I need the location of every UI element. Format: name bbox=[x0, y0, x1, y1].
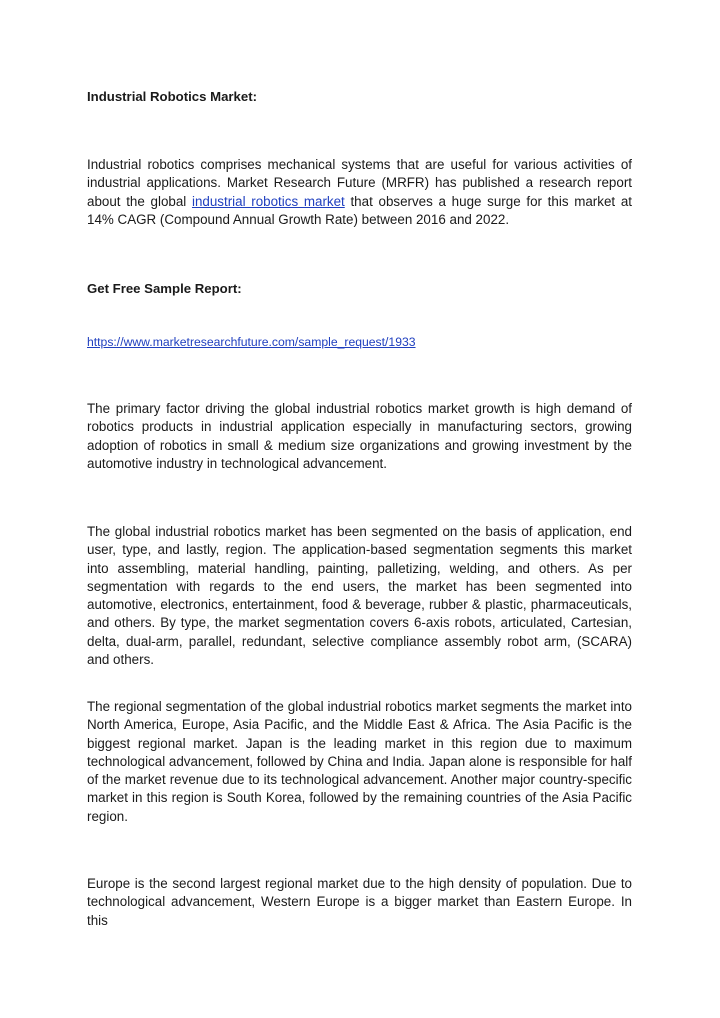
sample-report-heading: Get Free Sample Report: bbox=[87, 281, 242, 296]
intro-text-after-link: that observes a huge surge for this market at 14% CAGR (Compound Annual Growth Rate) between 2016 and 2022. bbox=[87, 193, 632, 227]
paragraph-market-drivers: The primary factor driving the global industrial robotics market growth is high demand of robotics products in industrial application especially in manufacturing sectors, growing adoption of robotics in small & medium size organizations and growing investment by the automotive industry in technological advancement. bbox=[87, 401, 632, 471]
industrial-robotics-market-link[interactable]: industrial robotics market bbox=[191, 193, 345, 209]
sample-report-link[interactable]: https://www.marketresearchfuture.com/sample_request/1933 bbox=[87, 335, 416, 349]
sample-report-url-line bbox=[87, 333, 632, 351]
paragraph-regional-segmentation: The regional segmentation of the global industrial robotics market segments the market into North America, Europe, Asia Pacific, and the Middle East & Africa. The Asia Pacific is the biggest regional market. Japan is the leading market in this region due to maximum technological advancement, followed by China and India. Japan alone is responsible for half of the market revenue due to its technological advancement. Another major country-specific market in this region is South Korea, followed by the remaining countries of the Asia Pacific region. bbox=[87, 699, 632, 824]
intro-text-before-link: Industrial robotics comprises mechanical systems that are useful for various activities of industrial applications. Market Research Future (MRFR) has published a research report about the global bbox=[87, 157, 632, 209]
paragraph-europe: Europe is the second largest regional market due to the high density of population. Due to technological advancement, Western Europe is a bigger market than Eastern Europe. In this bbox=[87, 876, 632, 928]
page-title: Industrial Robotics Market: bbox=[87, 89, 257, 104]
paragraph-segmentation: The global industrial robotics market has been segmented on the basis of application, end user, type, and lastly, region. The application-based segmentation segments this market into assembling, material handling, painting, palletizing, welding, and others. As per segmentation with regards to the end users, the market has been segmented into automotive, electronics, entertainment, food & beverage, rubber & plastic, pharmaceuticals, and others. By type, the market segmentation covers 6-axis robots, articulated, Cartesian, delta, dual-arm, parallel, redundant, selective compliance assembly robot arm, (SCARA) and others. bbox=[87, 524, 632, 668]
intro-paragraph bbox=[87, 156, 632, 229]
